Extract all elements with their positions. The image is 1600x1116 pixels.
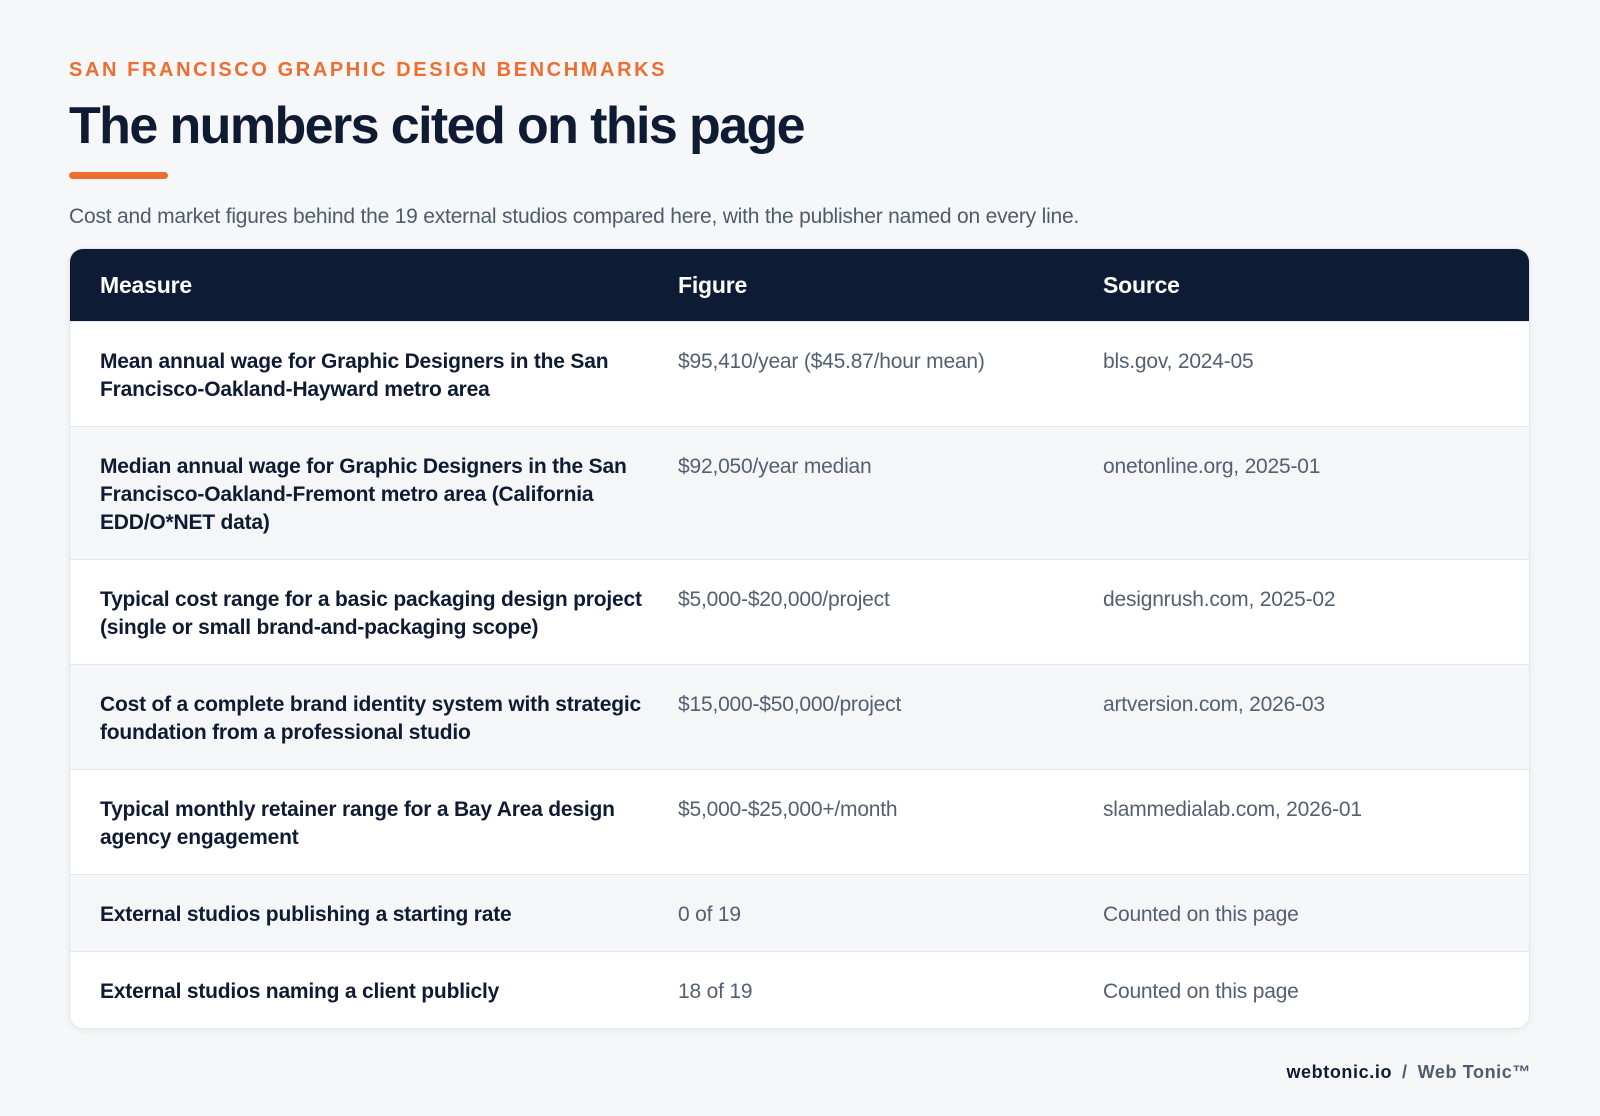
source-cell: Counted on this page [1103, 980, 1299, 1003]
table-header [70, 249, 1529, 321]
source-cell: slammedialab.com, 2026-01 [1103, 798, 1362, 821]
column-header-source: Source [1103, 271, 1180, 298]
column-header-measure: Measure [100, 271, 192, 298]
source-cell: onetonline.org, 2025-01 [1103, 455, 1321, 478]
intro-text: Cost and market figures behind the 19 external studios compared here, with the publisher named on every line. [69, 205, 1080, 228]
footer-brand: Web Tonic™ [1417, 1062, 1531, 1082]
figure-cell: $5,000-$20,000/project [678, 588, 890, 611]
column-header-figure: Figure [678, 271, 748, 298]
source-cell: bls.gov, 2024-05 [1103, 350, 1254, 373]
measure-cell: External studios naming a client publicly [100, 980, 500, 1003]
benchmarks-table [69, 248, 1530, 1029]
source-cell: Counted on this page [1103, 903, 1299, 926]
eyebrow-label: SAN FRANCISCO GRAPHIC DESIGN BENCHMARKS [69, 59, 668, 81]
page-content [69, 58, 1530, 1003]
source-cell: artversion.com, 2026-03 [1103, 693, 1325, 716]
table-row [70, 951, 1529, 1028]
table-row [70, 321, 1529, 426]
source-cell: designrush.com, 2025-02 [1103, 588, 1336, 611]
figure-cell: $92,050/year median [678, 455, 872, 478]
footer-credit [1286, 1062, 1531, 1083]
footer-site-link[interactable]: webtonic.io [1286, 1062, 1393, 1082]
footer-separator: / [1402, 1062, 1408, 1082]
table-row [70, 664, 1529, 769]
measure-cell: Median annual wage for Graphic Designers in the San Francisco-Oakland-Fremont metro area (California EDD/O*NET data) [100, 455, 627, 534]
figure-cell: $5,000-$25,000+/month [678, 798, 898, 821]
table-row [70, 559, 1529, 664]
measure-cell: Cost of a complete brand identity system with strategic foundation from a professional studio [100, 693, 641, 744]
table-row [70, 426, 1529, 559]
measure-cell: External studios publishing a starting rate [100, 903, 512, 926]
measure-cell: Typical cost range for a basic packaging design project (single or small brand-and-packaging scope) [100, 588, 642, 639]
figure-cell: 18 of 19 [678, 980, 753, 1003]
page-title: The numbers cited on this page [69, 97, 804, 155]
measure-cell: Mean annual wage for Graphic Designers in the San Francisco-Oakland-Hayward metro area [100, 350, 609, 401]
figure-cell: 0 of 19 [678, 903, 741, 926]
table-row [70, 874, 1529, 951]
figure-cell: $95,410/year ($45.87/hour mean) [678, 350, 985, 373]
accent-rule [69, 172, 168, 179]
measure-cell: Typical monthly retainer range for a Bay Area design agency engagement [100, 798, 615, 849]
table-row [70, 769, 1529, 874]
figure-cell: $15,000-$50,000/project [678, 693, 902, 716]
